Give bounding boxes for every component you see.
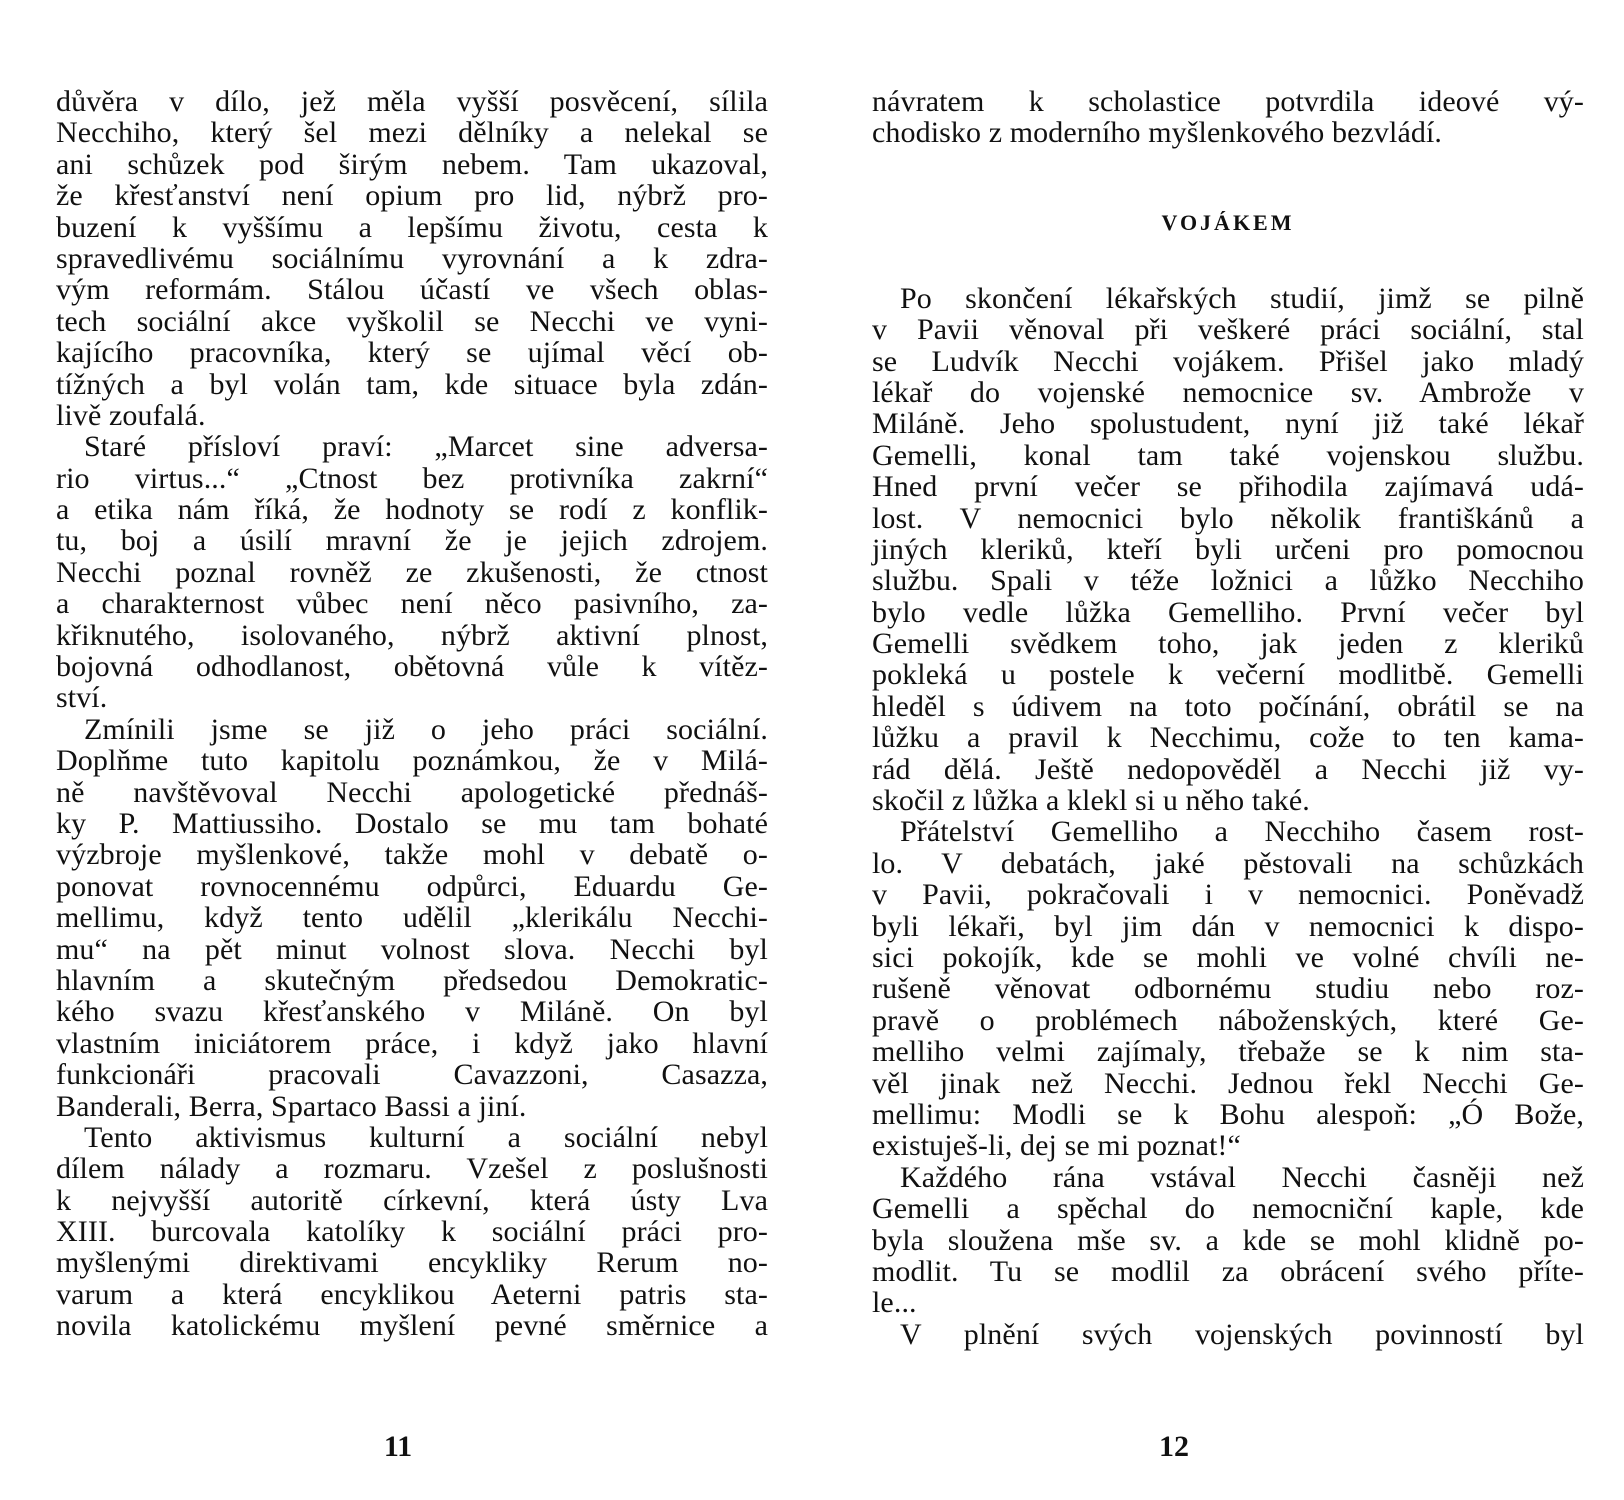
- text-line: lékař do vojenské nemocnice sv. Ambrože v: [872, 375, 1584, 409]
- text-line: ně navštěvoval Necchi apologetické přednáš-: [56, 775, 768, 809]
- text-line: lo. V debatách, jaké pěstovali na schůzkách: [872, 846, 1584, 880]
- text-line: výzbroje myšlenkové, takže mohl v debatě o-: [56, 838, 768, 872]
- text-line: rio virtus...“ „Ctnost bez protivníka zakrní“: [56, 461, 768, 495]
- text-line: Staré přísloví praví: „Marcet sine adversa-: [84, 430, 768, 464]
- text-line: důvěra v dílo, jež měla vyšší posvěcení, sílila: [56, 85, 768, 118]
- text-line: Každého rána vstával Necchi časněji než: [900, 1160, 1584, 1194]
- text-line: a etika nám říká, že hodnoty se rodí z konflik-: [56, 493, 768, 527]
- text-line: se Ludvík Necchi vojákem. Přišel jako mladý: [872, 344, 1584, 378]
- text-line: mellimu, když tento udělil „klerikálu Necchi-: [56, 901, 768, 935]
- text-line: tížných a byl volán tam, kde situace byla zdán-: [56, 367, 768, 401]
- text-line: V plnění svých vojenských povinností byl: [900, 1317, 1584, 1351]
- text-line: Gemelli, konal tam také vojenskou službu.: [872, 438, 1584, 472]
- text-line: Miláně. Jeho spolustudent, nyní již také lékař: [872, 407, 1584, 441]
- text-line: ani schůzek pod širým nebem. Tam ukazoval,: [56, 147, 768, 181]
- text-line: le...: [872, 1286, 917, 1320]
- left-page-number: 11: [383, 1430, 413, 1463]
- right-page: [812, 0, 1624, 1500]
- text-line: sici pokojík, kde se mohli ve volné chvíli ne-: [872, 940, 1584, 974]
- text-line: Po skončení lékařských studií, jimž se pilně: [900, 281, 1584, 315]
- text-line: Necchiho, který šel mezi dělníky a nelekal se: [56, 116, 768, 150]
- text-line: návratem k scholastice potvrdila ideové vý-: [872, 85, 1584, 118]
- text-line: věl jinak než Necchi. Jednou řekl Necchi Ge-: [872, 1066, 1584, 1100]
- text-line: tu, boj a úsilí mravní že je jejich zdrojem.: [56, 524, 768, 558]
- text-line: a charakternost vůbec není něco pasivního, za-: [56, 587, 768, 621]
- text-line: Necchi poznal rovněž ze zkušenosti, že ctnost: [56, 555, 768, 589]
- text-line: livě zoufalá.: [56, 398, 206, 432]
- text-line: Přátelství Gemelliho a Necchiho časem rost-: [900, 815, 1584, 849]
- text-line: byla sloužena mše sv. a kde se mohl klidně po-: [872, 1223, 1584, 1257]
- text-line: Doplňme tuto kapitolu poznámkou, že v Milá-: [56, 744, 768, 778]
- text-line: kajícího pracovníka, který se ujímal věcí ob-: [56, 336, 768, 370]
- text-line: hlavním a skutečným předsedou Demokratic-: [56, 963, 768, 997]
- text-line: chodisko z moderního myšlenkového bezvládí.: [872, 116, 1443, 150]
- right-page-body-lines: [872, 283, 1584, 1350]
- text-line: ky P. Mattiussiho. Dostalo se mu tam bohaté: [56, 806, 768, 840]
- text-line: dílem nálady a rozmaru. Vzešel z poslušnosti: [56, 1152, 768, 1186]
- text-line: lost. V nemocnici bylo několik františkánů a: [872, 501, 1584, 535]
- text-line: funkcionáři pracovali Cavazzoni, Casazza,: [56, 1058, 768, 1092]
- text-line: skočil z lůžka a klekl si u něho také.: [872, 784, 1310, 818]
- text-line: vlastním iniciátorem práce, i když jako hlavní: [56, 1026, 768, 1060]
- text-line: Tento aktivismus kulturní a sociální nebyl: [84, 1120, 768, 1154]
- text-line: modlit. Tu se modlil za obrácení svého příte-: [872, 1254, 1584, 1288]
- text-line: buzení k vyššímu a lepšímu životu, cesta k: [56, 210, 768, 244]
- text-line: v Pavii věnoval při veškeré práci sociální, stal: [872, 313, 1584, 347]
- text-line: Banderali, Berra, Spartaco Bassi a jiní.: [56, 1089, 527, 1123]
- text-line: Gemelli a spěchal do nemocniční kaple, kde: [872, 1192, 1584, 1226]
- text-line: ponovat rovnocennému odpůrci, Eduardu Ge-: [56, 869, 768, 903]
- text-line: ství.: [56, 681, 108, 715]
- text-line: bylo vedle lůžka Gemelliho. První večer byl: [872, 595, 1584, 629]
- text-line: rád dělá. Ještě nedopověděl a Necchi již vy-: [872, 752, 1584, 786]
- right-page-intro-lines: [872, 86, 1584, 149]
- text-line: Zmínili jsme se již o jeho práci sociální.: [84, 712, 768, 746]
- text-line: křiknutého, isolovaného, nýbrž aktivní plnost,: [56, 618, 768, 652]
- text-line: byli lékaři, byl jim dán v nemocnici k dispo-: [872, 909, 1584, 943]
- text-line: myšlenými direktivami encykliky Rerum no-: [56, 1246, 768, 1280]
- text-line: k nejvyšší autoritě církevní, která ústy Lva: [56, 1183, 768, 1217]
- text-line: hleděl s údivem na toto počínání, obrátil se na: [872, 689, 1584, 723]
- text-line: v Pavii, pokračovali i v nemocnici. Poněvadž: [872, 878, 1584, 912]
- text-line: pokleká u postele k večerní modlitbě. Gemelli: [872, 658, 1584, 692]
- text-line: vým reformám. Stálou účastí ve všech oblas-: [56, 273, 768, 307]
- chapter-heading: VOJÁKEM: [1161, 209, 1295, 235]
- text-line: Hned první večer se přihodila zajímavá udá-: [872, 470, 1584, 504]
- text-line: že křesťanství není opium pro lid, nýbrž pro-: [56, 179, 768, 213]
- text-line: spravedlivému sociálnímu vyrovnání a k zdra-: [56, 241, 768, 275]
- text-line: varum a která encyklikou Aeterni patris sta-: [56, 1277, 768, 1311]
- text-line: bojovná odhodlanost, obětovná vůle k vítěz-: [56, 650, 768, 684]
- text-line: jiných kleriků, kteří byli určeni pro pomocnou: [872, 532, 1584, 566]
- text-line: XIII. burcovala katolíky k sociální práci pro-: [56, 1215, 768, 1249]
- text-line: službu. Spali v téže ložnici a lůžko Necchiho: [872, 564, 1584, 598]
- left-page-text: [56, 86, 768, 1342]
- text-line: tech sociální akce vyškolil se Necchi ve vyni-: [56, 304, 768, 338]
- text-line: lůžku a pravil k Necchimu, cože to ten kama-: [872, 721, 1584, 755]
- text-line: novila katolickému myšlení pevné směrnice a: [56, 1309, 768, 1343]
- text-line: mellimu: Modli se k Bohu alespoň: „Ó Bože,: [872, 1097, 1584, 1131]
- right-page-text: [872, 86, 1584, 1350]
- text-line: kého svazu křesťanského v Miláně. On byl: [56, 995, 768, 1029]
- text-line: rušeně věnovat odbornému studiu nebo roz-: [872, 972, 1584, 1006]
- text-line: mu“ na pět minut volnost slova. Necchi byl: [56, 932, 768, 966]
- text-line: Gemelli svědkem toho, jak jeden z kleriků: [872, 627, 1584, 661]
- text-line: melliho velmi zajímaly, třebaže se k nim sta-: [872, 1035, 1584, 1069]
- right-page-number: 12: [1159, 1430, 1189, 1463]
- text-line: pravě o problémech náboženských, které Ge-: [872, 1003, 1584, 1037]
- text-line: existuješ-li, dej se mi poznat!“: [872, 1129, 1241, 1163]
